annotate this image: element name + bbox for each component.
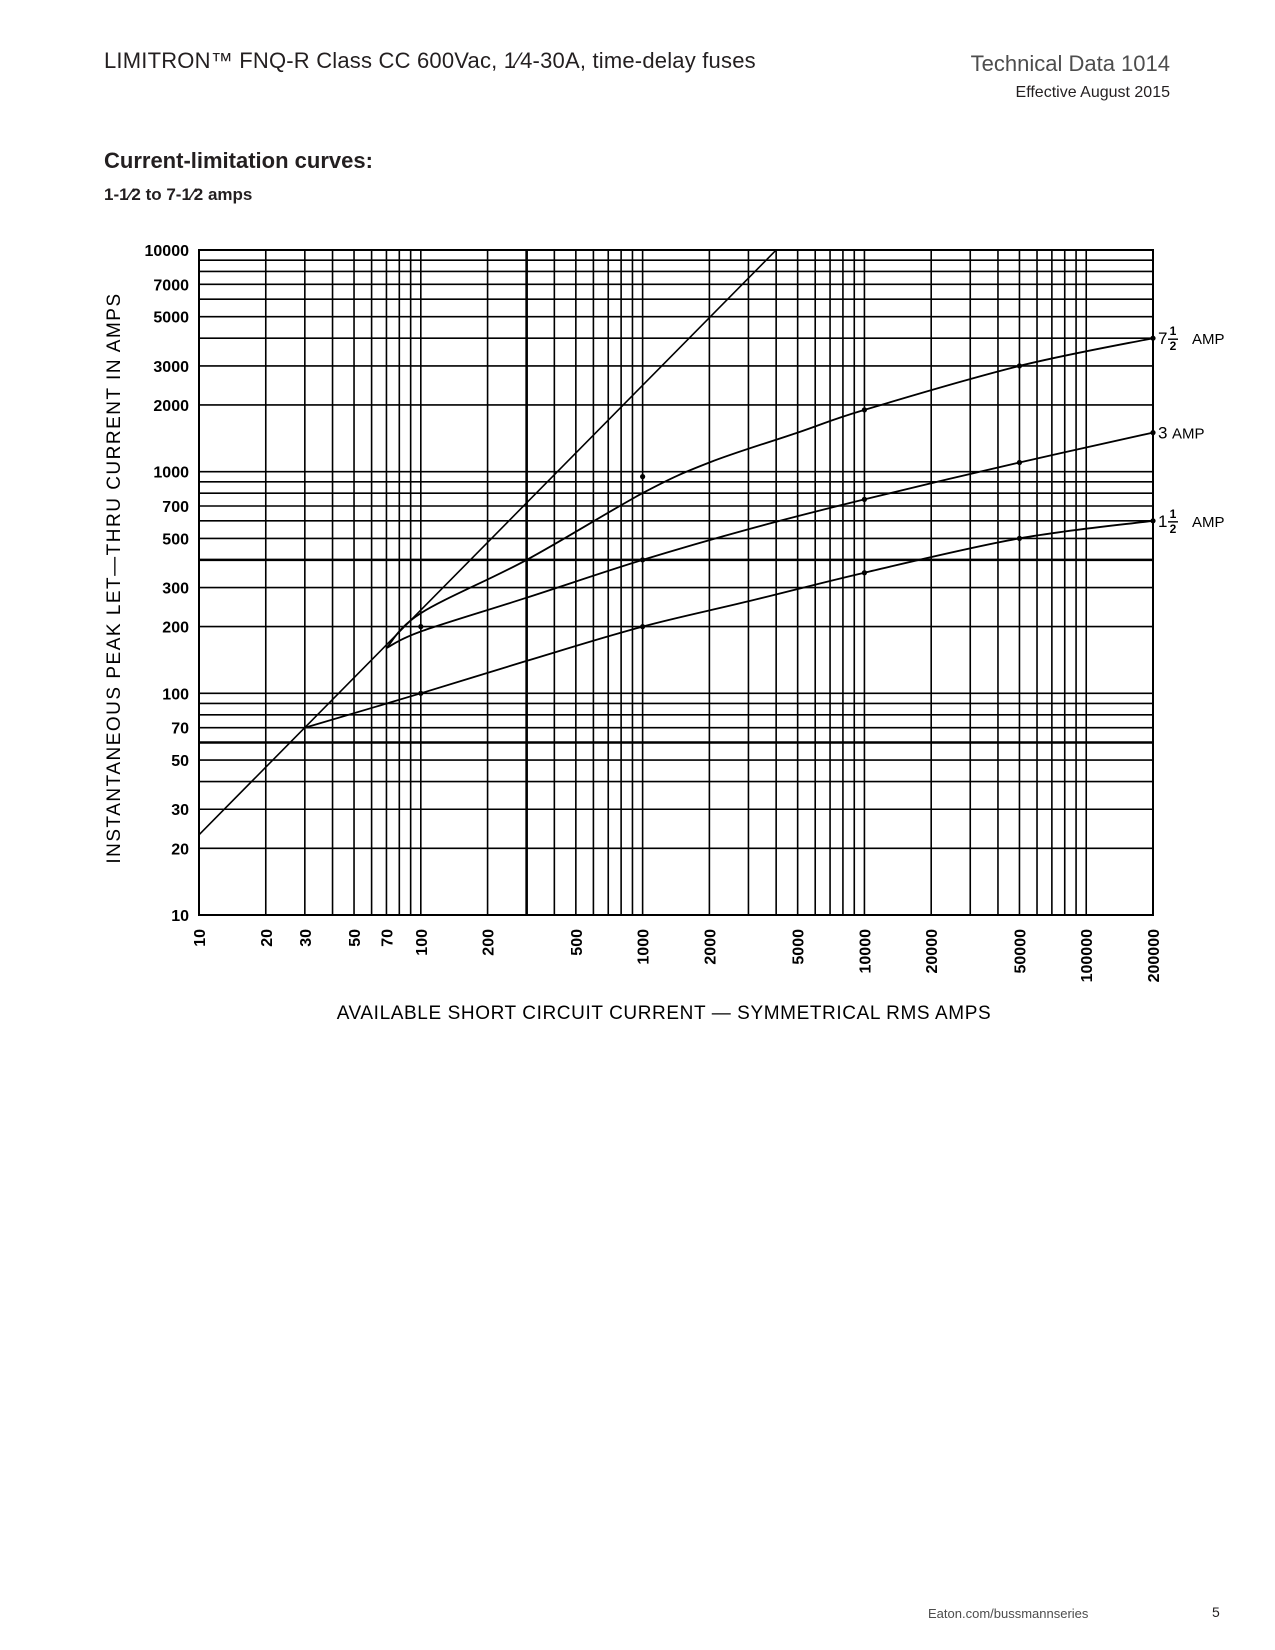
y-tick-label: 700 (162, 499, 189, 517)
y-tick-label: 70 (171, 720, 189, 738)
grid (199, 250, 1153, 915)
y-tick-label: 500 (162, 531, 189, 549)
x-tick-label: 50000 (1012, 929, 1030, 974)
section-subtitle: 1-1⁄2 to 7-1⁄2 amps (104, 185, 253, 204)
series-label-whole: 7 (1158, 329, 1168, 349)
x-tick-label: 50 (347, 929, 364, 947)
data-marker (862, 407, 867, 412)
footer-url: Eaton.com/bussmannseries (928, 1606, 1089, 1621)
y-tick-label: 10 (171, 908, 189, 925)
y-tick-label: 2000 (153, 397, 189, 415)
y-tick-label: 1000 (153, 464, 189, 482)
series-label-1 (1158, 424, 1205, 443)
effective-date: Effective August 2015 (1015, 84, 1170, 101)
x-tick-label: 70 (379, 929, 397, 947)
x-tick-label: 200 (480, 929, 498, 956)
series-label-unit: AMP (1192, 513, 1225, 531)
data-marker (1150, 336, 1155, 341)
data-marker (1150, 518, 1155, 523)
series-label-2 (1158, 507, 1225, 536)
y-tick-label: 200 (162, 619, 189, 637)
x-tick-label: 1000 (635, 929, 653, 965)
tick-labels (145, 243, 1164, 982)
data-marker (418, 624, 423, 629)
series-line-2 (305, 521, 1153, 728)
y-tick-label: 30 (171, 802, 189, 820)
x-tick-label: 30 (297, 929, 315, 947)
data-marker (1017, 460, 1022, 465)
series-label-denominator: 2 (1169, 339, 1177, 354)
series-labels (1158, 324, 1225, 536)
x-tick-label: 10000 (857, 929, 875, 974)
data-marker (640, 474, 645, 479)
data-marker (640, 557, 645, 562)
series-label-numerator: 1 (1169, 506, 1177, 521)
x-tick-label: 5000 (790, 929, 808, 965)
data-marker (640, 624, 645, 629)
series-label-numerator: 1 (1169, 324, 1177, 339)
x-tick-label: 10 (192, 929, 209, 947)
x-axis-label: AVAILABLE SHORT CIRCUIT CURRENT — SYMMETRICAL RMS AMPS (336, 1003, 992, 1024)
series-label-unit: AMP (1192, 331, 1225, 349)
y-tick-label: 3000 (153, 358, 189, 376)
y-tick-label: 7000 (153, 277, 189, 295)
data-marker (1017, 536, 1022, 541)
section-title: Current-limitation curves: (104, 148, 373, 173)
y-tick-label: 20 (171, 841, 189, 859)
page-number: 5 (1212, 1604, 1220, 1620)
x-tick-label: 200000 (1146, 929, 1163, 983)
document-title: LIMITRON™ FNQ-R Class CC 600Vac, 1⁄4-30A, time-delay fuses (104, 48, 756, 73)
markers (418, 336, 1155, 696)
x-tick-label: 100000 (1079, 929, 1097, 983)
y-tick-label: 300 (162, 580, 189, 598)
series-label-denominator: 2 (1169, 521, 1177, 536)
x-tick-label: 500 (568, 929, 586, 956)
series-label-unit: AMP (1172, 425, 1205, 443)
data-marker (862, 570, 867, 575)
data-marker (418, 691, 423, 696)
y-tick-label: 5000 (153, 309, 189, 327)
series-label-0 (1158, 324, 1225, 353)
y-tick-label: 100 (162, 686, 189, 704)
x-tick-label: 20000 (924, 929, 942, 974)
data-marker (862, 497, 867, 502)
plot-frame (199, 250, 1153, 915)
y-axis-label: INSTANTANEOUS PEAK LET—THRU CURRENT IN AMPS (104, 292, 125, 864)
data-marker (1017, 363, 1022, 368)
x-tick-label: 2000 (702, 929, 720, 965)
x-tick-label: 20 (258, 929, 276, 947)
series-label-whole: 3 (1158, 423, 1168, 443)
y-tick-label: 10000 (144, 243, 189, 260)
series-label-whole: 1 (1158, 511, 1168, 531)
x-tick-label: 100 (413, 929, 431, 956)
y-tick-label: 50 (171, 753, 189, 771)
series-line-1 (386, 433, 1153, 648)
technical-data-label: Technical Data 1014 (970, 51, 1170, 76)
data-marker (1150, 430, 1155, 435)
